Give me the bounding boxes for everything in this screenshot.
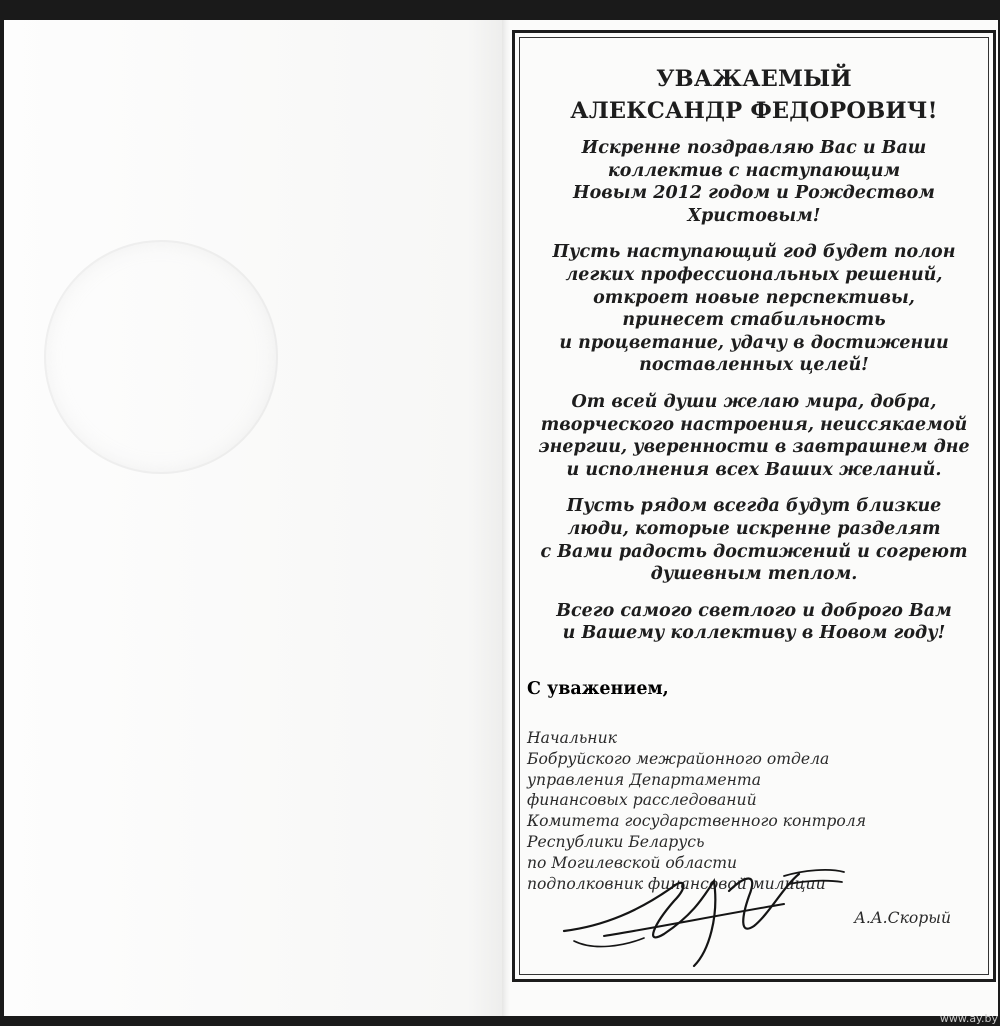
paragraph-line: с Вами радость достижений и согреют [540, 541, 968, 562]
paragraph-line: Новым 2012 годом и Рождеством [573, 183, 935, 204]
paragraph-line: и исполнения всех Ваших желаний. [566, 459, 942, 480]
paragraph-final-wish [515, 600, 993, 645]
paragraph-line: коллектив с наступающим [607, 160, 901, 181]
paragraph-line: поставленных целей! [639, 355, 869, 376]
paragraph-wishes-personal [515, 391, 993, 481]
signature-line: финансовых расследований [527, 791, 757, 810]
signature-line: Комитета государственного контроля [527, 812, 867, 831]
letter-content [515, 33, 993, 645]
handwritten-signature [544, 856, 874, 976]
signature-line: по Могилевской области [527, 853, 738, 872]
paragraph-line: От всей души желаю мира, добра, [571, 391, 937, 412]
paragraph-line: и процветание, удачу в достижении [559, 332, 949, 353]
paragraph-line: и Вашему коллективу в Новом году! [562, 623, 946, 644]
paragraph-line: Всего самого светлого и доброго Вам [556, 600, 952, 621]
site-watermark: www.ay.by [939, 1012, 998, 1025]
embossed-emblem [44, 240, 278, 474]
paragraph-line: люди, которые искренне разделят [567, 518, 941, 539]
paragraph-wishes-people [515, 495, 993, 585]
signature-line: Начальник [527, 729, 617, 747]
greeting-card [4, 20, 998, 1016]
paragraph-line: откроет новые перспективы, [593, 287, 915, 308]
paragraph-line: принесет стабильность [622, 310, 886, 331]
signature-line: подполковник финансовой милиции [527, 874, 826, 893]
paragraph-line: энергии, уверенности в завтрашнем дне [538, 437, 970, 458]
card-left-panel [4, 20, 508, 1016]
closing-regards: С уважением, [527, 679, 669, 699]
paragraph-line: творческого настроения, неиссякаемой [540, 414, 968, 435]
paragraph-line: душевным теплом. [650, 564, 858, 585]
signer-name: А.А.Скорый [854, 909, 951, 927]
paragraph-line: Искренне поздравляю Вас и Ваш [581, 138, 927, 158]
signature-line: управления Департамента [527, 770, 762, 789]
signature-line: Бобруйского межрайонного отдела [527, 749, 830, 768]
paragraph-wishes-year [515, 241, 993, 377]
card-fold [502, 20, 510, 1016]
letter-frame [512, 30, 996, 982]
signature-line: Республики Беларусь [527, 832, 705, 851]
title-line: АЛЕКСАНДР ФЕДОРОВИЧ! [570, 98, 938, 124]
paragraph-line: Пусть рядом всегда будут близкие [566, 496, 942, 517]
paragraph-line: Христовым! [687, 205, 821, 226]
paragraph-line: легких профессиональных решений, [565, 264, 943, 285]
title-line: УВАЖАЕМЫЙ [656, 66, 852, 92]
letter-title [515, 63, 993, 127]
paragraph-line: Пусть наступающий год будет полон [552, 242, 956, 263]
paragraph-greeting [515, 137, 993, 227]
